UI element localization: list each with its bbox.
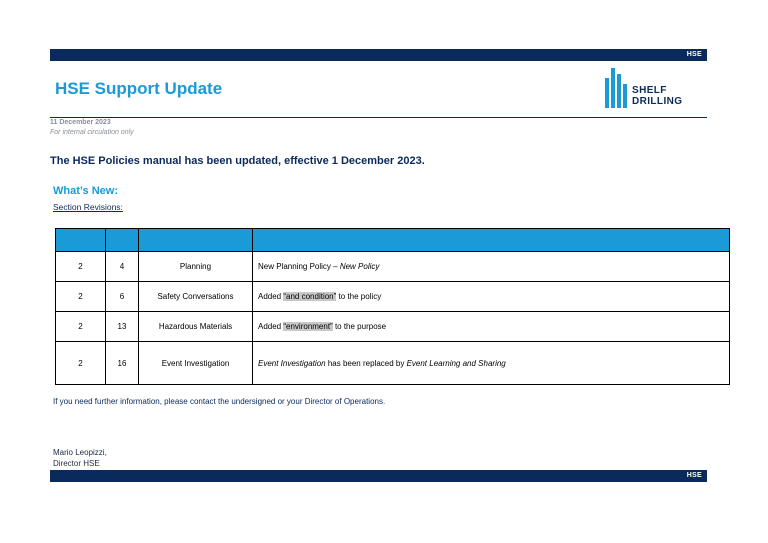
table-row	[56, 282, 730, 312]
change-emphasis: Event Learning and Sharing	[406, 358, 506, 368]
change-emphasis: New Policy	[339, 262, 380, 271]
contact-note: If you need further information, please contact the undersigned or your Director of Operations.	[53, 397, 386, 406]
change-highlight: “and condition”	[283, 292, 337, 301]
revisions-table	[55, 228, 730, 385]
cell-col2: 13	[106, 312, 139, 342]
logo-text	[632, 85, 682, 107]
logo-bars-icon	[605, 68, 627, 108]
cell-col1: 2	[56, 312, 106, 342]
cell-change	[253, 342, 730, 385]
table-row	[56, 342, 730, 385]
cell-section: Hazardous Materials	[139, 312, 253, 342]
table-header-row	[56, 229, 730, 252]
table-header-cell	[139, 229, 253, 252]
logo-line1: SHELF	[632, 85, 667, 96]
change-text: Added	[258, 292, 284, 301]
table-header-cell	[106, 229, 139, 252]
logo-line2: DRILLING	[632, 96, 683, 107]
change-emphasis: Event Investigation	[258, 358, 326, 368]
cell-col1: 2	[56, 282, 106, 312]
header-rule	[50, 117, 707, 118]
headline: The HSE Policies manual has been updated, effective 1 December 2023.	[50, 155, 425, 167]
cell-col2: 4	[106, 252, 139, 282]
cell-change	[253, 282, 730, 312]
table-header-cell	[56, 229, 106, 252]
cell-change	[253, 312, 730, 342]
change-text: to the policy	[336, 292, 382, 301]
change-text: Added	[258, 322, 284, 331]
footer-bar	[50, 470, 707, 482]
cell-section: Safety Conversations	[139, 282, 253, 312]
header-bar-label: HSE	[686, 51, 702, 58]
signer-title: Director HSE	[53, 459, 100, 468]
signer-name: Mario Leopizzi,	[53, 448, 107, 457]
document-date: 11 December 2023	[50, 119, 111, 126]
cell-col1: 2	[56, 342, 106, 385]
header-bar	[50, 49, 707, 61]
cell-col2: 16	[106, 342, 139, 385]
table-row	[56, 312, 730, 342]
change-text: to the purpose	[332, 322, 387, 331]
signature-block	[53, 447, 107, 469]
change-text: New Planning Policy –	[258, 262, 340, 271]
section-revisions-heading: Section Revisions:	[53, 202, 123, 212]
cell-col2: 6	[106, 282, 139, 312]
change-text: has been replaced by	[325, 358, 407, 368]
cell-change	[253, 252, 730, 282]
cell-section: Planning	[139, 252, 253, 282]
footer-bar-label: HSE	[686, 472, 702, 479]
whats-new-heading: What’s New:	[53, 185, 118, 197]
page-title: HSE Support Update	[55, 79, 223, 98]
cell-col1: 2	[56, 252, 106, 282]
shelf-drilling-logo	[605, 68, 707, 108]
cell-section: Event Investigation	[139, 342, 253, 385]
circulation-note: For internal circulation only	[50, 129, 134, 136]
table-row	[56, 252, 730, 282]
change-highlight: “environment”	[283, 322, 333, 331]
table-header-cell	[253, 229, 730, 252]
